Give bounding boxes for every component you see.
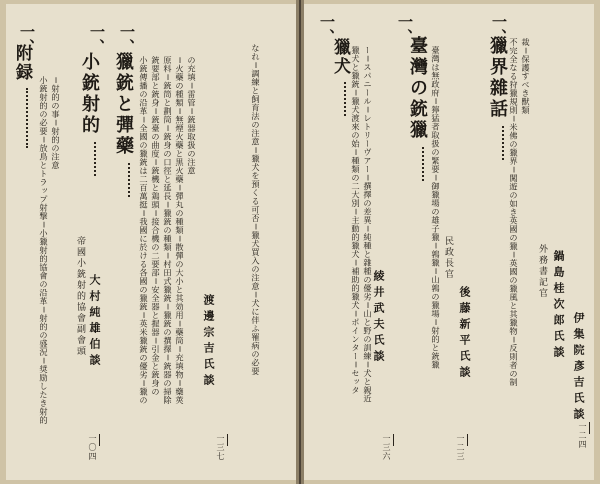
book-gutter [296, 0, 304, 484]
hunting-guns-dash: 一、 [118, 24, 136, 54]
dogs-author: 綾井武夫氏談 [372, 270, 385, 366]
hunting-guns-author: 渡邊宗吉氏談 [202, 294, 215, 390]
leader-dots [127, 163, 130, 197]
taiwan-heading [408, 36, 426, 187]
appendix-topic-line-2: ＝射的の事＝射的の注意 [51, 76, 61, 170]
left-page [6, 4, 296, 480]
hunting-talk-heading-text: 獵界雜話 [487, 36, 508, 120]
leader-dots [25, 88, 28, 148]
appendix-author: 大村純雄伯談 [88, 274, 101, 370]
hunting-talk-topic-line-1: 不完全なる狩獵規則＝米佛の獵界＝闖遊の如き英國の獵＝英國の獵風と其獵物＝反則者の制 [509, 38, 519, 387]
hunting-guns-heading [114, 52, 132, 203]
appendix-dash: 一、 [18, 24, 36, 54]
taiwan-author-title: 民政長官 [443, 236, 453, 280]
appendix-heading [13, 44, 30, 154]
appendix-heading-text: 附録 [12, 44, 32, 82]
leader-dots [501, 126, 504, 160]
hunting-guns-topic-line-3: 原料＝銃筒と劃筒＝銃身の口徑と延長＝獵銃の種類＝村田式獵銃＝獵銃の撰擇＝銃器の掃除 [163, 56, 173, 405]
rifle-shooting-heading [80, 52, 98, 182]
taiwan-author: 後藤新平氏談 [458, 286, 471, 382]
rifle-shooting-heading-text: 小銃射的 [79, 52, 100, 136]
dogs-heading-text: 獵犬 [330, 38, 350, 76]
hunting-talk-dash: 一、 [490, 14, 508, 44]
hunting-talk-topic-line-2: 裁＝保護すべき獸類 [521, 38, 531, 115]
page-number-136: 一三六 [381, 434, 394, 461]
taiwan-topic-line-1: 臺灣は無政府＝獰猛者取扱の緊要＝御獵場の雄子獵＝鶉獵＝山鶉の獵場＝射的と銃獵 [431, 46, 441, 369]
rifle-shooting-dash: 一、 [88, 24, 106, 54]
dogs-topic-line-2: ー＝スパニール＝レトリーヴアー＝撰擇の差異＝純種と雜種の優劣＝山と野の訓練＝犬と親近 [363, 46, 373, 403]
page-number-124: 一二四 [577, 422, 590, 449]
right-page [304, 4, 594, 480]
page-number-123: 一二三 [455, 434, 468, 461]
leader-dots [421, 147, 424, 181]
hunting-guns-topic-line-5: の充填＝雷管＝銃器取扱の注意 [187, 56, 197, 175]
dog-topics-continuation: なれ＝調練と飼育法の注意＝獵犬を預くる可否＝獵犬買入の注意＝犬に伴ふ罹病の必要 [251, 44, 261, 376]
page-number-104: 一〇四 [87, 434, 100, 461]
hunting-guns-topic-line-2: 銃要部と銃身＝銃臺の曲度＝銃機と鶏頭＝接合機の二要部＝安全器と握器＝引金と銃身の [151, 56, 161, 396]
hunting-talk-heading [488, 36, 506, 166]
hunting-talk-author-1-title: 外務書記官 [537, 244, 547, 299]
hunting-talk-author-1: 鍋島桂次郎氏談 [552, 250, 565, 362]
dogs-topic-line-1: 獵犬と獵銃＝獵犬渡來の始＝種類の二大別＝主動的獵犬＝補助的獵犬＝ポインター＝セッタ [351, 46, 361, 395]
dogs-dash: 一、 [318, 14, 336, 44]
dogs-heading [331, 38, 348, 122]
appendix-author-title: 帝國小銃射的協會副會頭 [75, 236, 85, 357]
hunting-guns-heading-text: 獵銃と彈藥 [113, 52, 134, 157]
taiwan-heading-text: 臺灣の銃獵 [407, 36, 428, 141]
page-number-137: 一三七 [215, 434, 228, 461]
leader-dots [93, 142, 96, 176]
hunting-talk-author-2: 伊集院彥吉氏談 [572, 312, 585, 424]
hunting-guns-topic-line-1: 小銃傳播の沿革＝全國の獵銃は二百萬挺＝我國に於ける各國の獵銃＝英米獵銃の優劣＝獵の [139, 56, 149, 405]
hunting-guns-topic-line-4: ＝火藥の種類＝無煙火藥と黒火藥＝彈丸の種類＝散彈の大小と其効用＝藥筒＝充填物＝藥莢 [175, 56, 185, 405]
taiwan-dash: 一、 [396, 14, 414, 44]
appendix-topic-line-1: 小銃射的の必要＝放鳥とトラップ射撃＝小獵射的協會の沿革＝射的の盛況＝奨励したき射的 [39, 76, 49, 425]
leader-dots [343, 82, 346, 116]
